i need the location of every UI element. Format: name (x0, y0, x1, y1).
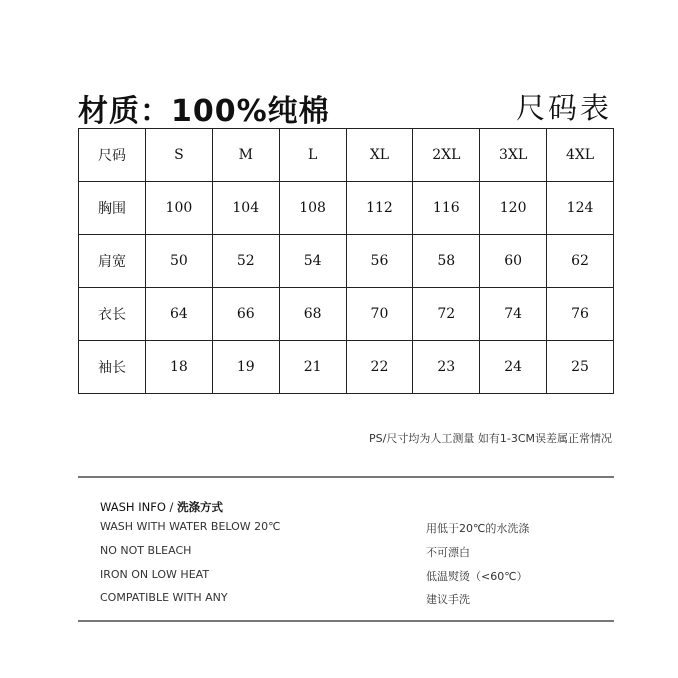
table-cell: 18 (146, 341, 213, 394)
column-header: 2XL (413, 129, 480, 182)
bottom-divider (78, 620, 614, 622)
row-label: 衣长 (79, 288, 146, 341)
wash-item-en: WASH WITH WATER BELOW 20℃ (100, 520, 281, 533)
table-cell: 120 (480, 182, 547, 235)
column-header: 3XL (480, 129, 547, 182)
column-header: XL (346, 129, 413, 182)
row-label: 肩宽 (79, 235, 146, 288)
table-row (79, 182, 614, 235)
table-cell: 58 (413, 235, 480, 288)
wash-item-en: IRON ON LOW HEAT (100, 568, 210, 581)
column-header: 尺码 (79, 129, 146, 182)
column-header: 4XL (547, 129, 614, 182)
table-cell: 54 (279, 235, 346, 288)
wash-item (0, 544, 678, 560)
table-cell: 124 (547, 182, 614, 235)
wash-item-en: NO NOT BLEACH (100, 544, 192, 557)
table-header-row (79, 129, 614, 182)
table-cell: 22 (346, 341, 413, 394)
column-header: M (212, 129, 279, 182)
table-cell: 74 (480, 288, 547, 341)
row-label: 胸围 (79, 182, 146, 235)
table-cell: 56 (346, 235, 413, 288)
table-cell: 116 (413, 182, 480, 235)
table-cell: 21 (279, 341, 346, 394)
top-divider (78, 476, 614, 478)
material-heading: 材质：100%纯棉 (78, 94, 330, 129)
table-cell: 25 (547, 341, 614, 394)
table-cell: 60 (480, 235, 547, 288)
table-row (79, 288, 614, 341)
table-cell: 66 (212, 288, 279, 341)
row-label: 袖长 (79, 341, 146, 394)
table-cell: 112 (346, 182, 413, 235)
table-cell: 100 (146, 182, 213, 235)
size-chart-title: 尺码表 (515, 91, 612, 125)
table-row (79, 341, 614, 394)
table-cell: 76 (547, 288, 614, 341)
table-cell: 23 (413, 341, 480, 394)
wash-item-cn: 用低于20℃的水洗涤 (426, 522, 530, 535)
wash-item-cn: 低温熨烫（<60℃） (426, 570, 528, 583)
table-cell: 68 (279, 288, 346, 341)
table-cell: 108 (279, 182, 346, 235)
wash-info-heading (100, 499, 223, 515)
table-row (79, 235, 614, 288)
table-cell: 70 (346, 288, 413, 341)
size-table (78, 128, 614, 394)
table-cell: 19 (212, 341, 279, 394)
column-header: S (146, 129, 213, 182)
table-cell: 72 (413, 288, 480, 341)
wash-item-cn: 建议手洗 (426, 593, 470, 606)
table-cell: 50 (146, 235, 213, 288)
wash-item-cn: 不可漂白 (426, 546, 470, 559)
table-cell: 24 (480, 341, 547, 394)
wash-item (0, 591, 678, 607)
wash-heading-en: WASH INFO / (100, 500, 178, 514)
table-cell: 64 (146, 288, 213, 341)
wash-heading-cn: 洗涤方式 (177, 500, 224, 514)
table-cell: 104 (212, 182, 279, 235)
wash-item-en: COMPATIBLE WITH ANY (100, 591, 228, 604)
measurement-note: PS/尺寸均为人工测量 如有1-3CM误差属正常情况 (369, 432, 612, 445)
table-cell: 52 (212, 235, 279, 288)
table-cell: 62 (547, 235, 614, 288)
wash-item (0, 520, 678, 536)
column-header: L (279, 129, 346, 182)
wash-item (0, 568, 678, 584)
